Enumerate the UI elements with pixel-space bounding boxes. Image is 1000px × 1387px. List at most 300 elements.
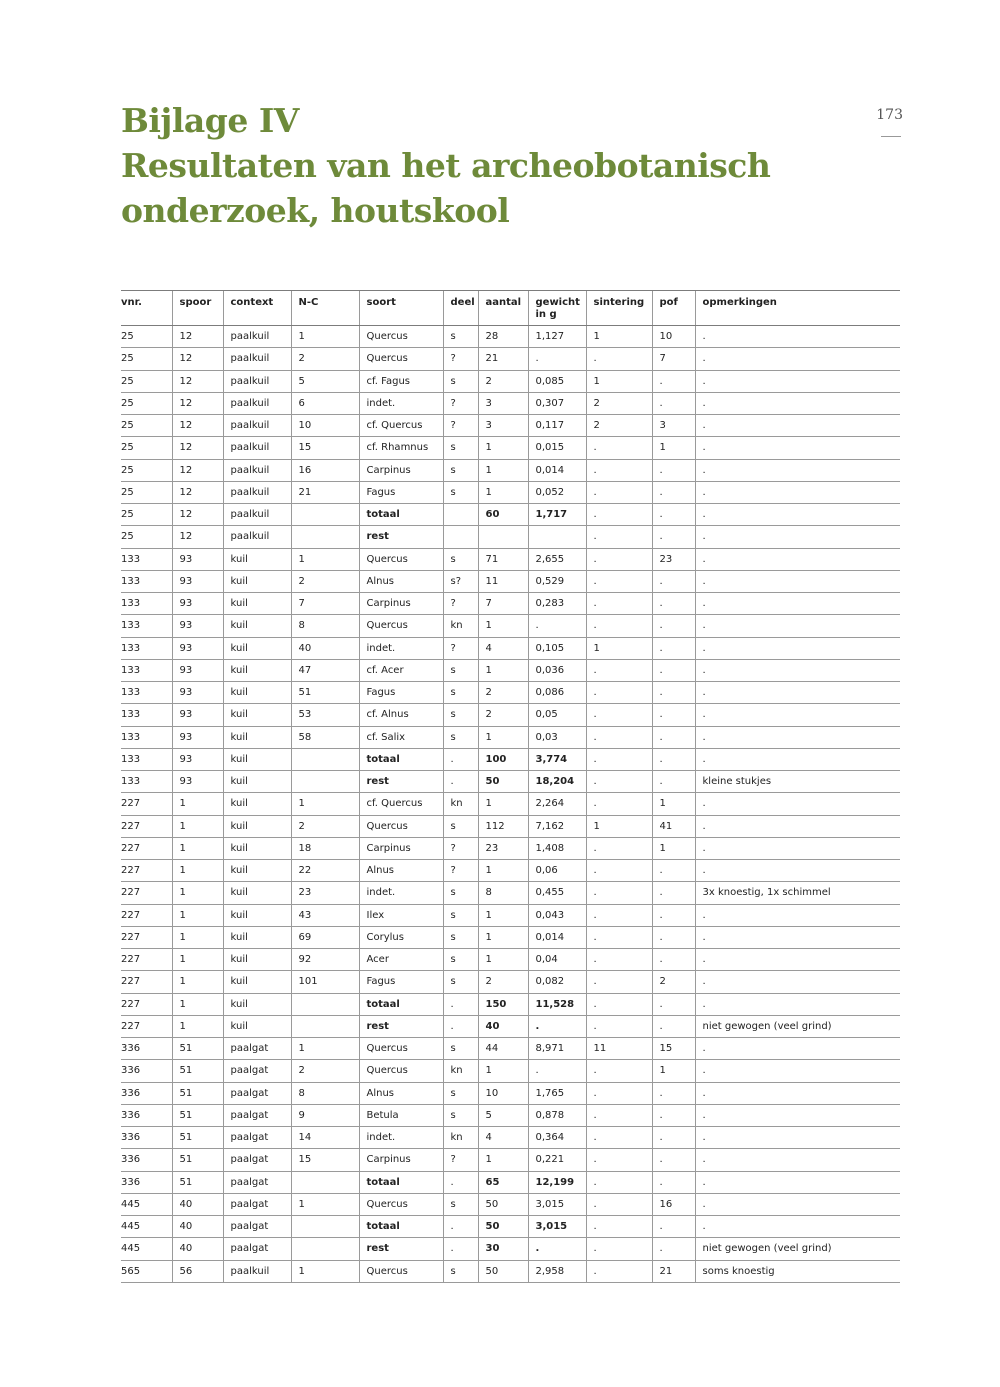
cell-sintering: . — [586, 570, 652, 592]
cell-pof: . — [652, 682, 695, 704]
cell-vnr: 227 — [121, 926, 172, 948]
cell-spoor: 51 — [172, 1082, 223, 1104]
table-row — [121, 771, 900, 793]
table-row — [121, 348, 900, 370]
cell-aantal: 28 — [478, 326, 528, 348]
cell-sintering: . — [586, 1104, 652, 1126]
cell-n-c — [291, 1216, 359, 1238]
cell-vnr: 25 — [121, 437, 172, 459]
table-row — [121, 726, 900, 748]
cell-sintering: . — [586, 704, 652, 726]
table-row — [121, 882, 900, 904]
table-row — [121, 993, 900, 1015]
cell-pof: . — [652, 949, 695, 971]
cell-sintering: . — [586, 504, 652, 526]
cell-soort: rest — [359, 526, 443, 548]
cell-vnr: 565 — [121, 1260, 172, 1282]
cell-soort: totaal — [359, 504, 443, 526]
cell-context: paalkuil — [223, 481, 291, 503]
cell-sintering: . — [586, 860, 652, 882]
cell-sintering: 1 — [586, 815, 652, 837]
cell-soort: Carpinus — [359, 1149, 443, 1171]
cell-context: paalgat — [223, 1038, 291, 1060]
cell-aantal: 21 — [478, 348, 528, 370]
cell-sintering: . — [586, 1149, 652, 1171]
cell-n-c — [291, 1171, 359, 1193]
cell-n-c: 2 — [291, 570, 359, 592]
cell-opmerkingen: . — [695, 993, 900, 1015]
cell-spoor: 1 — [172, 815, 223, 837]
cell-vnr: 25 — [121, 481, 172, 503]
table-row — [121, 837, 900, 859]
cell-gewicht: 7,162 — [528, 815, 586, 837]
table-row — [121, 548, 900, 570]
cell-gewicht: 0,03 — [528, 726, 586, 748]
table-header-row — [121, 291, 900, 326]
cell-soort: rest — [359, 1015, 443, 1037]
cell-soort: Alnus — [359, 570, 443, 592]
table-row — [121, 1260, 900, 1282]
cell-pof: . — [652, 748, 695, 770]
cell-opmerkingen: . — [695, 1149, 900, 1171]
cell-spoor: 1 — [172, 904, 223, 926]
cell-sintering: . — [586, 481, 652, 503]
cell-aantal: 1 — [478, 1149, 528, 1171]
table-row — [121, 415, 900, 437]
cell-deel: s — [443, 1193, 478, 1215]
cell-context: kuil — [223, 926, 291, 948]
cell-context: paalgat — [223, 1171, 291, 1193]
page-number-rule — [881, 136, 901, 137]
cell-opmerkingen: . — [695, 548, 900, 570]
header-soort: soort — [359, 291, 443, 326]
title-line-2: Resultaten van het archeobotanisch — [121, 146, 771, 185]
cell-spoor: 12 — [172, 459, 223, 481]
cell-deel: s — [443, 481, 478, 503]
cell-sintering: . — [586, 1015, 652, 1037]
cell-opmerkingen: . — [695, 1104, 900, 1126]
cell-aantal: 10 — [478, 1082, 528, 1104]
cell-sintering: . — [586, 1171, 652, 1193]
cell-n-c — [291, 1015, 359, 1037]
cell-aantal: 3 — [478, 415, 528, 437]
cell-gewicht: 2,264 — [528, 793, 586, 815]
cell-opmerkingen: . — [695, 1038, 900, 1060]
cell-sintering: . — [586, 1216, 652, 1238]
cell-opmerkingen: . — [695, 1060, 900, 1082]
cell-gewicht: 12,199 — [528, 1171, 586, 1193]
cell-deel: ? — [443, 860, 478, 882]
cell-gewicht: 0,06 — [528, 860, 586, 882]
cell-spoor: 1 — [172, 971, 223, 993]
cell-spoor: 1 — [172, 993, 223, 1015]
cell-deel: s — [443, 882, 478, 904]
cell-aantal: 1 — [478, 904, 528, 926]
cell-deel: s — [443, 1260, 478, 1282]
table-row — [121, 659, 900, 681]
table-row — [121, 1082, 900, 1104]
cell-spoor: 1 — [172, 1015, 223, 1037]
cell-sintering: 1 — [586, 370, 652, 392]
cell-deel: kn — [443, 1060, 478, 1082]
cell-pof: . — [652, 904, 695, 926]
cell-pof: . — [652, 882, 695, 904]
cell-n-c: 7 — [291, 593, 359, 615]
cell-soort: totaal — [359, 1171, 443, 1193]
cell-aantal: 1 — [478, 726, 528, 748]
cell-soort: Carpinus — [359, 593, 443, 615]
cell-deel: s — [443, 926, 478, 948]
cell-context: kuil — [223, 971, 291, 993]
cell-deel: kn — [443, 1127, 478, 1149]
cell-soort: Acer — [359, 949, 443, 971]
cell-aantal — [478, 526, 528, 548]
cell-pof: . — [652, 726, 695, 748]
cell-spoor: 40 — [172, 1216, 223, 1238]
cell-pof: . — [652, 593, 695, 615]
cell-aantal: 2 — [478, 971, 528, 993]
cell-pof: . — [652, 526, 695, 548]
cell-opmerkingen: . — [695, 1127, 900, 1149]
page-number: 173 — [876, 107, 903, 123]
cell-n-c: 51 — [291, 682, 359, 704]
cell-spoor: 51 — [172, 1060, 223, 1082]
cell-aantal: 40 — [478, 1015, 528, 1037]
cell-n-c — [291, 526, 359, 548]
cell-n-c: 1 — [291, 793, 359, 815]
cell-context: paalkuil — [223, 370, 291, 392]
cell-opmerkingen: . — [695, 926, 900, 948]
cell-gewicht: . — [528, 1238, 586, 1260]
cell-context: kuil — [223, 949, 291, 971]
cell-context: kuil — [223, 815, 291, 837]
cell-deel: . — [443, 993, 478, 1015]
table-row — [121, 793, 900, 815]
cell-n-c: 69 — [291, 926, 359, 948]
cell-aantal: 1 — [478, 481, 528, 503]
cell-opmerkingen: . — [695, 437, 900, 459]
cell-spoor: 1 — [172, 926, 223, 948]
cell-sintering: . — [586, 437, 652, 459]
cell-context: paalgat — [223, 1238, 291, 1260]
cell-gewicht: . — [528, 1015, 586, 1037]
cell-gewicht: 0,043 — [528, 904, 586, 926]
cell-opmerkingen: . — [695, 459, 900, 481]
cell-n-c: 1 — [291, 1193, 359, 1215]
cell-n-c: 53 — [291, 704, 359, 726]
cell-sintering: 2 — [586, 415, 652, 437]
cell-pof: . — [652, 504, 695, 526]
cell-context: paalkuil — [223, 504, 291, 526]
cell-context: kuil — [223, 704, 291, 726]
table-row — [121, 504, 900, 526]
cell-gewicht: 3,774 — [528, 748, 586, 770]
cell-context: paalkuil — [223, 1260, 291, 1282]
cell-pof: 15 — [652, 1038, 695, 1060]
cell-sintering: . — [586, 837, 652, 859]
cell-n-c: 15 — [291, 1149, 359, 1171]
cell-deel: . — [443, 771, 478, 793]
cell-vnr: 25 — [121, 348, 172, 370]
cell-opmerkingen: . — [695, 326, 900, 348]
title-line-3: onderzoek, houtskool — [121, 191, 510, 230]
cell-context: kuil — [223, 860, 291, 882]
cell-opmerkingen: . — [695, 949, 900, 971]
cell-pof: 3 — [652, 415, 695, 437]
title-line-1: Bijlage IV — [121, 101, 299, 140]
cell-context: paalkuil — [223, 437, 291, 459]
cell-vnr: 336 — [121, 1149, 172, 1171]
table-row — [121, 481, 900, 503]
header-n-c: N-C — [291, 291, 359, 326]
cell-n-c: 15 — [291, 437, 359, 459]
table-row — [121, 860, 900, 882]
header-opmerkingen: opmerkingen — [695, 291, 900, 326]
cell-pof: 23 — [652, 548, 695, 570]
cell-opmerkingen: . — [695, 348, 900, 370]
table-row — [121, 593, 900, 615]
cell-opmerkingen: . — [695, 415, 900, 437]
cell-aantal: 112 — [478, 815, 528, 837]
cell-sintering: . — [586, 793, 652, 815]
cell-opmerkingen: . — [695, 682, 900, 704]
cell-opmerkingen: . — [695, 659, 900, 681]
cell-gewicht: 0,014 — [528, 459, 586, 481]
cell-context: paalkuil — [223, 526, 291, 548]
cell-gewicht: 2,958 — [528, 1260, 586, 1282]
cell-soort: Alnus — [359, 1082, 443, 1104]
cell-n-c: 23 — [291, 882, 359, 904]
table-row — [121, 748, 900, 770]
cell-spoor: 93 — [172, 593, 223, 615]
cell-sintering: . — [586, 1060, 652, 1082]
cell-context: kuil — [223, 882, 291, 904]
cell-gewicht: 0,878 — [528, 1104, 586, 1126]
table-row — [121, 904, 900, 926]
cell-aantal: 7 — [478, 593, 528, 615]
cell-deel: s — [443, 459, 478, 481]
cell-spoor: 12 — [172, 392, 223, 414]
cell-n-c: 21 — [291, 481, 359, 503]
cell-vnr: 133 — [121, 726, 172, 748]
cell-soort: cf. Salix — [359, 726, 443, 748]
cell-vnr: 133 — [121, 637, 172, 659]
cell-pof: . — [652, 1238, 695, 1260]
cell-soort: indet. — [359, 882, 443, 904]
table-row — [121, 526, 900, 548]
cell-aantal: 44 — [478, 1038, 528, 1060]
table-row — [121, 1015, 900, 1037]
cell-pof: . — [652, 1015, 695, 1037]
cell-aantal: 3 — [478, 392, 528, 414]
cell-gewicht: 18,204 — [528, 771, 586, 793]
cell-aantal: 1 — [478, 926, 528, 948]
cell-vnr: 227 — [121, 904, 172, 926]
cell-opmerkingen: niet gewogen (veel grind) — [695, 1238, 900, 1260]
cell-context: paalkuil — [223, 326, 291, 348]
cell-context: paalkuil — [223, 392, 291, 414]
cell-pof: 16 — [652, 1193, 695, 1215]
cell-soort: Quercus — [359, 815, 443, 837]
cell-n-c: 92 — [291, 949, 359, 971]
cell-sintering: . — [586, 971, 652, 993]
cell-vnr: 227 — [121, 793, 172, 815]
cell-spoor: 12 — [172, 415, 223, 437]
table-row — [121, 392, 900, 414]
cell-aantal: 1 — [478, 659, 528, 681]
cell-soort: Quercus — [359, 326, 443, 348]
cell-vnr: 336 — [121, 1038, 172, 1060]
cell-deel — [443, 526, 478, 548]
table-row — [121, 1149, 900, 1171]
cell-spoor: 93 — [172, 615, 223, 637]
cell-gewicht: 0,036 — [528, 659, 586, 681]
header-aantal: aantal — [478, 291, 528, 326]
cell-aantal: 1 — [478, 459, 528, 481]
cell-pof: . — [652, 570, 695, 592]
cell-vnr: 227 — [121, 1015, 172, 1037]
cell-soort: cf. Acer — [359, 659, 443, 681]
table-row — [121, 1104, 900, 1126]
cell-n-c: 9 — [291, 1104, 359, 1126]
cell-soort: indet. — [359, 392, 443, 414]
cell-aantal: 1 — [478, 949, 528, 971]
cell-n-c: 16 — [291, 459, 359, 481]
cell-spoor: 51 — [172, 1149, 223, 1171]
cell-gewicht: 0,364 — [528, 1127, 586, 1149]
header-gewicht: gewicht in g — [528, 291, 586, 326]
cell-context: paalgat — [223, 1193, 291, 1215]
cell-context: kuil — [223, 1015, 291, 1037]
cell-deel: ? — [443, 392, 478, 414]
cell-spoor: 12 — [172, 504, 223, 526]
cell-opmerkingen: . — [695, 1082, 900, 1104]
cell-aantal: 11 — [478, 570, 528, 592]
cell-gewicht: 0,085 — [528, 370, 586, 392]
cell-vnr: 336 — [121, 1127, 172, 1149]
cell-opmerkingen: 3x knoestig, 1x schimmel — [695, 882, 900, 904]
cell-sintering: 1 — [586, 326, 652, 348]
cell-vnr: 25 — [121, 504, 172, 526]
table-row — [121, 1171, 900, 1193]
cell-aantal: 2 — [478, 682, 528, 704]
table-body — [121, 326, 900, 1283]
cell-aantal: 1 — [478, 437, 528, 459]
header-sintering: sintering — [586, 291, 652, 326]
cell-spoor: 12 — [172, 437, 223, 459]
cell-soort: Quercus — [359, 548, 443, 570]
cell-pof: 7 — [652, 348, 695, 370]
cell-soort: rest — [359, 771, 443, 793]
cell-deel: ? — [443, 637, 478, 659]
cell-n-c — [291, 771, 359, 793]
cell-opmerkingen: . — [695, 526, 900, 548]
cell-aantal: 1 — [478, 615, 528, 637]
cell-pof: . — [652, 1149, 695, 1171]
cell-aantal: 100 — [478, 748, 528, 770]
cell-vnr: 133 — [121, 548, 172, 570]
cell-vnr: 336 — [121, 1171, 172, 1193]
table-row — [121, 815, 900, 837]
cell-aantal: 50 — [478, 1193, 528, 1215]
cell-spoor: 93 — [172, 682, 223, 704]
cell-spoor: 1 — [172, 949, 223, 971]
cell-sintering: . — [586, 882, 652, 904]
cell-opmerkingen: . — [695, 904, 900, 926]
cell-aantal: 1 — [478, 860, 528, 882]
cell-aantal: 1 — [478, 1060, 528, 1082]
cell-gewicht: . — [528, 348, 586, 370]
cell-spoor: 1 — [172, 837, 223, 859]
cell-opmerkingen: . — [695, 1193, 900, 1215]
cell-spoor: 1 — [172, 860, 223, 882]
cell-context: kuil — [223, 771, 291, 793]
header-pof: pof — [652, 291, 695, 326]
cell-deel: ? — [443, 415, 478, 437]
cell-deel: s — [443, 815, 478, 837]
cell-n-c: 47 — [291, 659, 359, 681]
cell-spoor: 1 — [172, 793, 223, 815]
cell-vnr: 227 — [121, 815, 172, 837]
cell-pof: . — [652, 1171, 695, 1193]
header-spoor: spoor — [172, 291, 223, 326]
cell-n-c: 10 — [291, 415, 359, 437]
cell-sintering: . — [586, 1082, 652, 1104]
cell-pof: 10 — [652, 326, 695, 348]
table-row — [121, 1060, 900, 1082]
cell-spoor: 93 — [172, 548, 223, 570]
cell-spoor: 12 — [172, 348, 223, 370]
cell-opmerkingen: . — [695, 570, 900, 592]
cell-deel: s — [443, 659, 478, 681]
cell-sintering: . — [586, 659, 652, 681]
cell-aantal: 71 — [478, 548, 528, 570]
cell-soort: cf. Fagus — [359, 370, 443, 392]
cell-pof: . — [652, 1127, 695, 1149]
cell-sintering: . — [586, 548, 652, 570]
cell-soort: indet. — [359, 1127, 443, 1149]
cell-n-c: 18 — [291, 837, 359, 859]
cell-aantal: 150 — [478, 993, 528, 1015]
cell-soort: cf. Quercus — [359, 415, 443, 437]
cell-context: paalgat — [223, 1104, 291, 1126]
cell-soort: totaal — [359, 1216, 443, 1238]
cell-deel: . — [443, 1216, 478, 1238]
cell-pof: 1 — [652, 437, 695, 459]
cell-vnr: 133 — [121, 748, 172, 770]
table-row — [121, 926, 900, 948]
cell-context: kuil — [223, 748, 291, 770]
cell-context: paalkuil — [223, 348, 291, 370]
cell-aantal: 5 — [478, 1104, 528, 1126]
cell-sintering: . — [586, 1127, 652, 1149]
cell-n-c: 14 — [291, 1127, 359, 1149]
cell-vnr: 445 — [121, 1216, 172, 1238]
cell-gewicht: 0,015 — [528, 437, 586, 459]
cell-sintering: . — [586, 682, 652, 704]
cell-sintering: . — [586, 1238, 652, 1260]
cell-opmerkingen: . — [695, 971, 900, 993]
cell-gewicht: 1,717 — [528, 504, 586, 526]
cell-n-c — [291, 993, 359, 1015]
cell-context: kuil — [223, 570, 291, 592]
cell-opmerkingen: . — [695, 392, 900, 414]
cell-vnr: 133 — [121, 615, 172, 637]
cell-spoor: 12 — [172, 481, 223, 503]
cell-gewicht: 3,015 — [528, 1216, 586, 1238]
cell-vnr: 25 — [121, 326, 172, 348]
cell-aantal: 2 — [478, 370, 528, 392]
